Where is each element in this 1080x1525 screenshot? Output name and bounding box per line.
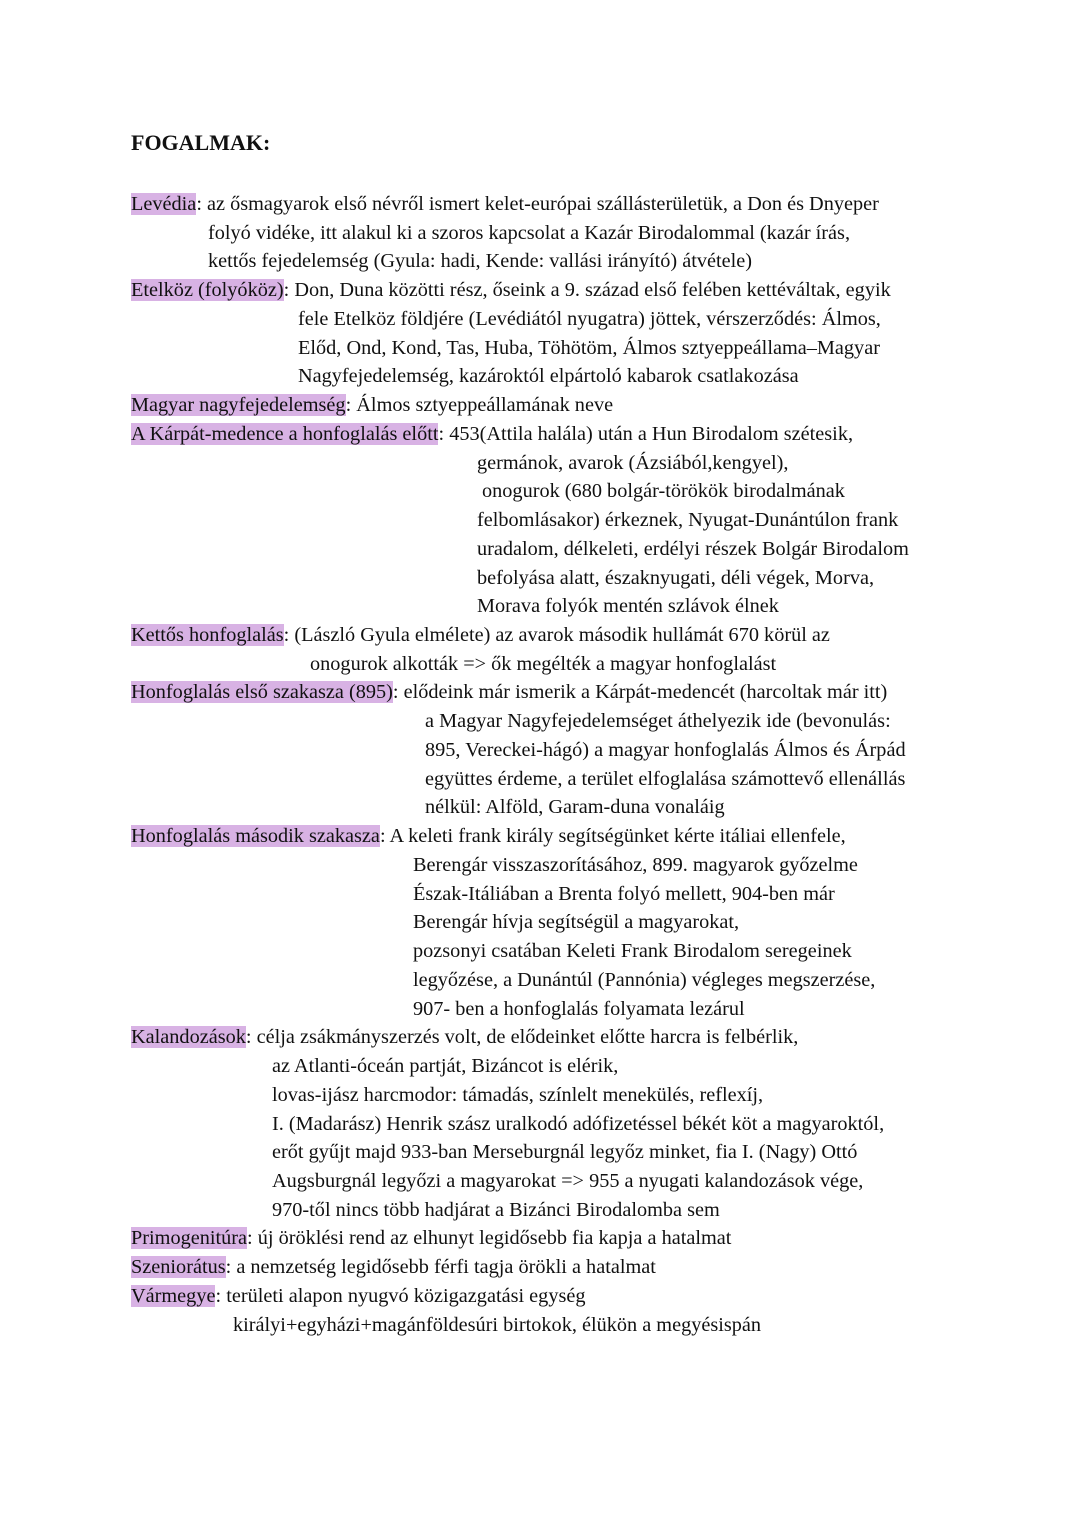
term-highlight: Szeniorátus (131, 1256, 226, 1279)
definition-text: (László Gyula elmélete) az avarok második hullámát 670 körül az (294, 624, 830, 647)
definition-text: onogurok alkották => ők megélték a magyar honfoglalást (310, 652, 777, 675)
definition-text: a nemzetség legidősebb férfi tagja örökli a hatalmat (236, 1256, 656, 1279)
definition-text: nélkül: Alföld, Garam-duna vonaláig (425, 796, 725, 819)
definition-line (131, 937, 909, 966)
definition-entry (131, 1282, 909, 1339)
term-highlight: Levédia (131, 193, 197, 215)
definition-line (131, 765, 909, 794)
definition-entry (131, 276, 909, 391)
definition-line (131, 1167, 909, 1196)
definition-line: Vármegye: területi alapon nyugvó közigazgatási egység (131, 1284, 586, 1307)
definition-entry (131, 391, 909, 420)
definition-text: felbomlásakor) érkeznek, Nyugat-Dunántúlon frank (477, 509, 899, 532)
definition-text: Berengár hívja segítségül a magyarokat, (413, 911, 740, 934)
definition-text: uradalom, délkeleti, erdélyi részek Bolgár Birodalom (477, 537, 909, 560)
definition-entry (131, 420, 909, 621)
term-highlight: Etelköz (folyóköz) (131, 279, 284, 302)
definition-text: I. (Madarász) Henrik szász uralkodó adófizetéssel békét köt a magyaroktól, (272, 1112, 885, 1135)
definition-line: Honfoglalás első szakasza (895): elődeink már ismerik a Kárpát-medencét (harcoltak már itt) (131, 681, 888, 704)
definition-text: onogurok (680 bolgár-törökök birodalmának (482, 480, 845, 503)
definition-text: Álmos sztyeppeállamának neve (356, 394, 614, 417)
definition-line: Primogenitúra: új öröklési rend az elhunyt legidősebb fia kapja a hatalmat (131, 1227, 732, 1250)
definition-line (131, 908, 909, 937)
term-highlight: Primogenitúra (131, 1227, 248, 1250)
definition-text: erőt gyűjt majd 933-ban Merseburgnál legyőz minket, fia I. (Nagy) Ottó (272, 1141, 858, 1164)
term-highlight: Kettős honfoglalás (131, 624, 284, 647)
definition-line (131, 966, 909, 995)
definition-line: Honfoglalás második szakasza: A keleti frank király segítségünket kérte itáliai ellenfele, (131, 825, 846, 848)
definition-entry (131, 678, 909, 822)
definition-line (131, 334, 909, 363)
definition-line (131, 564, 909, 593)
definition-text: lovas-ijász harcmodor: támadás, színlelt menekülés, reflexíj, (272, 1083, 764, 1106)
definition-text: Nagyfejedelemség, kazároktól elpártoló kabarok csatlakozása (298, 365, 799, 388)
term-highlight: Magyar nagyfejedelemség (131, 394, 346, 417)
definition-text: germánok, avarok (Ázsiából,kengyel), (477, 451, 789, 474)
definition-text: Észak-Itáliában a Brenta folyó mellett, 904-ben már (413, 882, 835, 905)
definition-text: királyi+egyházi+magánföldesúri birtokok, élükön a megyésispán (233, 1313, 762, 1336)
definition-text: Berengár visszaszorításához, 899. magyarok győzelme (413, 853, 858, 876)
term-highlight: Vármegye (131, 1284, 216, 1307)
definition-line (131, 362, 909, 391)
definition-text: elődeink már ismerik a Kárpát-medencét (harcoltak már itt) (403, 681, 888, 704)
definition-text: a Magyar Nagyfejedelemséget áthelyezik ide (bevonulás: (425, 710, 891, 733)
definition-text: területi alapon nyugvó közigazgatási egység (226, 1284, 586, 1307)
definition-text: kettős fejedelemség (Gyula: hadi, Kende: vallási irányító) átvétele) (208, 250, 753, 273)
definition-entry (131, 190, 909, 276)
definition-line (131, 449, 909, 478)
definition-line: Magyar nagyfejedelemség: Álmos sztyeppeállamának neve (131, 394, 614, 417)
term-highlight: Kalandozások (131, 1026, 246, 1049)
definition-line (131, 1311, 909, 1340)
definition-line (131, 506, 909, 535)
definition-line (131, 535, 909, 564)
definition-line (131, 305, 909, 334)
definition-line (131, 1196, 909, 1225)
definition-line (131, 1138, 909, 1167)
definition-text: befolyása alatt, északnyugati, déli végek, Morva, (477, 566, 875, 589)
definition-line (131, 851, 909, 880)
definition-text: legyőzése, a Dunántúl (Pannónia) végleges megszerzése, (413, 968, 876, 991)
definition-line (131, 477, 909, 506)
definition-line: Etelköz (folyóköz): Don, Duna közötti rész, őseink a 9. század első felében kettéváltak, egyik (131, 279, 891, 302)
definitions-list (131, 190, 909, 1339)
definition-line (131, 1110, 909, 1139)
definition-text: 453(Attila halála) után a Hun Birodalom szétesik, (449, 422, 854, 445)
definition-text: új öröklési rend az elhunyt legidősebb fia kapja a hatalmat (257, 1227, 732, 1250)
definition-line (131, 707, 909, 736)
term-highlight: Honfoglalás első szakasza (895) (131, 681, 393, 704)
definition-line (131, 219, 909, 248)
definition-line (131, 995, 909, 1024)
definition-text: Augsburgnál legyőzi a magyarokat => 955 a nyugati kalandozások vége, (272, 1169, 864, 1192)
definition-text: Don, Duna közötti rész, őseink a 9. század első felében kettéváltak, egyik (294, 279, 891, 302)
definition-line (131, 592, 909, 621)
definition-line: Levédia: az ősmagyarok első névről ismert kelet-európai szállásterületük, a Don és Dnyeper (131, 193, 879, 215)
definition-line: A Kárpát-medence a honfoglalás előtt: 453(Attila halála) után a Hun Birodalom szétesik, (131, 422, 854, 445)
definition-entry (131, 822, 909, 1023)
definition-text: 895, Vereckei-hágó) a magyar honfoglalás Álmos és Árpád (425, 738, 906, 761)
page-title: FOGALMAK: (131, 130, 271, 155)
definition-entry (131, 1224, 909, 1253)
definition-entry (131, 621, 909, 678)
definition-text: pozsonyi csatában Keleti Frank Birodalom seregeinek (413, 940, 852, 963)
definition-text: A keleti frank király segítségünket kérte itáliai ellenfele, (389, 825, 846, 848)
definition-text: Morava folyók mentén szlávok élnek (477, 595, 779, 618)
definition-line: Kalandozások: célja zsákmányszerzés volt, de elődeinket előtte harcra is felbérlik, (131, 1026, 799, 1049)
definition-text: az ősmagyarok első névről ismert kelet-európai szállásterületük, a Don és Dnyeper (207, 193, 879, 215)
definition-text: célja zsákmányszerzés volt, de elődeinket előtte harcra is felbérlik, (256, 1026, 799, 1049)
definition-text: 970-től nincs több hadjárat a Bizánci Birodalomba sem (272, 1198, 720, 1221)
definition-line (131, 1052, 909, 1081)
definition-line (131, 793, 909, 822)
definition-text: 907- ben a honfoglalás folyamata lezárul (413, 997, 745, 1020)
definition-text: folyó vidéke, itt alakul ki a szoros kapcsolat a Kazár Birodalommal (kazár írás, (208, 221, 851, 244)
definition-text: az Atlanti-óceán partját, Bizáncot is elérik, (272, 1055, 619, 1078)
term-highlight: Honfoglalás második szakasza (131, 825, 380, 848)
definition-text: fele Etelköz földjére (Levédiától nyugatra) jöttek, vérszerződés: Álmos, (298, 307, 881, 330)
definition-line: Kettős honfoglalás: (László Gyula elmélete) az avarok második hullámát 670 körül az (131, 624, 830, 647)
definition-line (131, 1081, 909, 1110)
definition-entry (131, 1253, 909, 1282)
term-highlight: A Kárpát-medence a honfoglalás előtt (131, 422, 439, 445)
definition-line (131, 650, 909, 679)
definition-text: együttes érdeme, a terület elfoglalása számottevő ellenállás (425, 767, 906, 790)
definition-text: Előd, Ond, Kond, Tas, Huba, Töhötöm, Álmos sztyeppeállama–Magyar (298, 336, 880, 359)
definition-line (131, 880, 909, 909)
definition-entry (131, 1023, 909, 1224)
definition-line: Szeniorátus: a nemzetség legidősebb férfi tagja örökli a hatalmat (131, 1256, 656, 1279)
definition-line (131, 247, 909, 276)
definition-line (131, 736, 909, 765)
